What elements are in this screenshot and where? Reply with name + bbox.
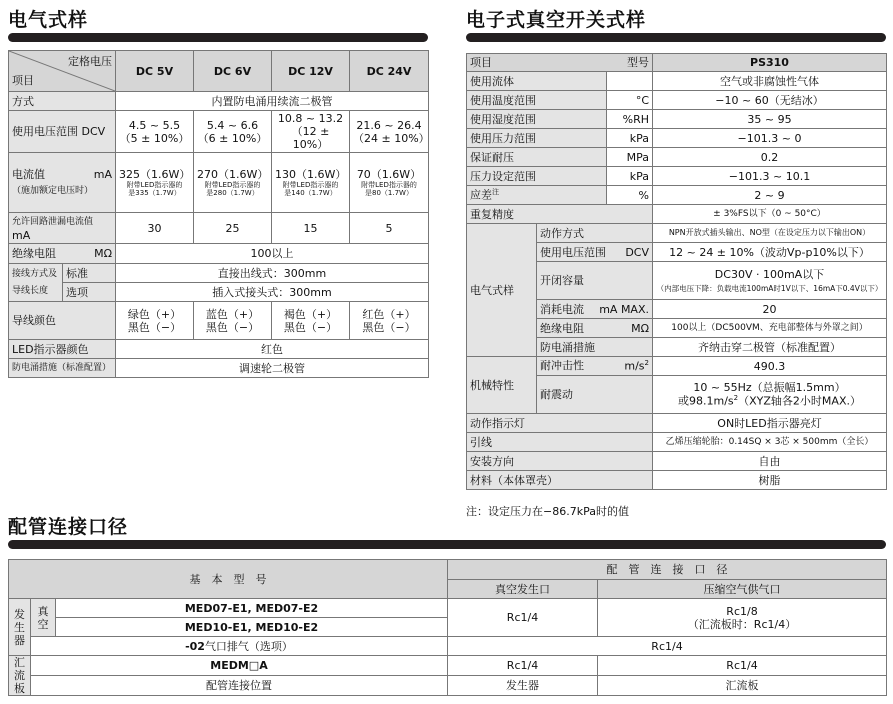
row-label-current: 电流值 mA （施加额定电压时） <box>9 153 116 213</box>
manifold-vac-value: Rc1/4 <box>448 656 598 676</box>
fluid-value: 空气或非腐蚀性气体 <box>653 72 887 91</box>
gen-vac-value: Rc1/4 <box>448 599 598 637</box>
header-corner <box>9 51 116 92</box>
unit: % <box>607 186 653 205</box>
row-label-repeatability: 重复精度 <box>467 205 653 224</box>
row-label-wire-color: 导线颜色 <box>9 302 116 340</box>
row-label-mounting: 安装方向 <box>467 452 653 471</box>
wiring-opt-value: 插入式接头式：300mm <box>116 283 429 302</box>
wire-color-cell: 褐色（+） 黑色（−） <box>272 302 350 340</box>
action-value: NPN开放式插头输出、NO型（在设定压力以下输出ON） <box>653 224 887 243</box>
led-value: 红色 <box>116 340 429 359</box>
right-title: 电子式真空开关式样 <box>466 9 647 31</box>
left-title-bar <box>8 33 428 42</box>
gen-air-value: Rc1/8 （汇流板时：Rc1/4） <box>598 599 887 637</box>
model-medm: MEDM□A <box>31 656 448 676</box>
row-label-led: LED指示器颜色 <box>9 340 116 359</box>
e-surge-value: 齐纳击穿二极管（标准配置） <box>653 338 887 357</box>
repeatability-value: ± 3%FS以下（0 ~ 50°C） <box>653 205 887 224</box>
current-cell: 325（1.6W） 附带LED指示器的 是335（1.7W） <box>116 153 194 213</box>
unit: %RH <box>607 110 653 129</box>
wire-color-cell: 蓝色（+） 黑色（−） <box>194 302 272 340</box>
col-header-dc6: DC 6V <box>194 51 272 92</box>
row-label-temperature: 使用温度范围 <box>467 91 607 110</box>
position-vac: 发生器 <box>448 676 598 696</box>
port-header: 配 管 连 接 口 径 <box>448 560 887 580</box>
corner-top-label: 定格电压 <box>68 55 112 68</box>
row-label-set-range: 压力设定范围 <box>467 167 607 186</box>
group-mechanical: 机械特性 <box>467 357 537 414</box>
hysteresis-value: 2 ~ 9 <box>653 186 887 205</box>
row-label-lead: 引线 <box>467 433 653 452</box>
port-size-table <box>8 559 887 696</box>
leak-cell: 30 <box>116 213 194 244</box>
humidity-value: 35 ~ 95 <box>653 110 887 129</box>
header-item-model: 项目 型号 <box>467 54 653 72</box>
shock-value: 490.3 <box>653 357 887 376</box>
wiring-std-label: 标准 <box>63 264 116 283</box>
unit <box>607 72 653 91</box>
set-range-value: −101.3 ~ 10.1 <box>653 167 887 186</box>
e-insulation-value: 100以上（DC500VM、充电部整体与外罩之间） <box>653 319 887 338</box>
corner-bottom-label: 项目 <box>12 74 34 87</box>
model-med07: MED07-E1, MED07-E2 <box>56 599 448 618</box>
vacuum-switch-spec-table <box>466 53 887 490</box>
row-label-method: 方式 <box>9 92 116 111</box>
row-label-action: 动作方式 <box>537 224 653 243</box>
group-vacuum: 真 空 <box>31 599 56 637</box>
model-med10: MED10-E1, MED10-E2 <box>56 618 448 637</box>
row-label-hysteresis: 应差$^注$ <box>467 186 607 205</box>
unit: MPa <box>607 148 653 167</box>
vac-port-header: 真空发生口 <box>448 580 598 599</box>
row-label-material: 材料（本体罩壳） <box>467 471 653 490</box>
group-generator: 发 生 器 <box>9 599 31 656</box>
row-label-leak: 允许回路泄漏电流值 mA <box>9 213 116 244</box>
current-cell: 130（1.6W） 附带LED指示器的 是140（1.7W） <box>272 153 350 213</box>
row-label-surge: 防电涌措施（标准配置） <box>9 359 116 378</box>
row-label-e-surge: 防电涌措施 <box>537 338 653 357</box>
row-label-e-insulation: 绝缘电阻 MΩ <box>537 319 653 338</box>
footnote: 注：设定压力在−86.7kPa时的值 <box>466 505 629 518</box>
group-electrical: 电气式样 <box>467 224 537 357</box>
method-value: 内置防电涌用续流二极管 <box>116 92 429 111</box>
proof-pressure-value: 0.2 <box>653 148 887 167</box>
wire-color-cell: 绿色（+） 黑色（−） <box>116 302 194 340</box>
position-air: 汇流板 <box>598 676 887 696</box>
temperature-value: −10 ~ 60（无结冰） <box>653 91 887 110</box>
col-header-dc5: DC 5V <box>116 51 194 92</box>
col-header-dc12: DC 12V <box>272 51 350 92</box>
row-label-indicator: 动作指示灯 <box>467 414 653 433</box>
surge-value: 调速轮二极管 <box>116 359 429 378</box>
row-label-e-voltage: 使用电压范围 DCV <box>537 243 653 262</box>
indicator-value: ON时LED指示器亮灯 <box>653 414 887 433</box>
voltage-cell: 4.5 ~ 5.5 （5 ± 10%） <box>116 111 194 153</box>
col-header-dc24: DC 24V <box>350 51 429 92</box>
right-title-bar <box>466 33 886 42</box>
basic-model-header: 基 本 型 号 <box>9 560 448 599</box>
row-label-voltage: 使用电压范围 DCV <box>9 111 116 153</box>
row-label-switch-capacity: 开闭容量 <box>537 262 653 300</box>
row-label-pressure-range: 使用压力范围 <box>467 129 607 148</box>
left-title: 电气式样 <box>8 9 89 31</box>
row-label-consumption: 消耗电流 mA MAX. <box>537 300 653 319</box>
bottom-title-bar <box>8 540 886 549</box>
current-cell: 70（1.6W） 附带LED指示器的 是80（1.7W） <box>350 153 429 213</box>
lead-value: 乙烯压缩轮胎：0.14SQ × 3芯 × 500mm（全长） <box>653 433 887 452</box>
row-label-shock: 耐冲击性 $m/s^2$ <box>537 357 653 376</box>
header-model-value: PS310 <box>653 54 887 72</box>
vibration-value: 10 ~ 55Hz（总振幅1.5mm） 或$98.1m/s^2(XYZ$轴各2小时MAX.） <box>653 376 887 414</box>
e-voltage-value: 12 ~ 24 ± 10%（波动Vp-p10%以下） <box>653 243 887 262</box>
exhaust-option: -02气口排气（选项） <box>31 637 448 656</box>
row-label-humidity: 使用湿度范围 <box>467 110 607 129</box>
voltage-cell: 10.8 ~ 13.2 （12 ± 10%） <box>272 111 350 153</box>
row-label-proof-pressure: 保证耐压 <box>467 148 607 167</box>
voltage-cell: 21.6 ~ 26.4 （24 ± 10%） <box>350 111 429 153</box>
row-label-vibration: 耐震动 <box>537 376 653 414</box>
leak-cell: 25 <box>194 213 272 244</box>
pressure-range-value: −101.3 ~ 0 <box>653 129 887 148</box>
position-label: 配管连接位置 <box>31 676 448 696</box>
leak-cell: 15 <box>272 213 350 244</box>
voltage-cell: 5.4 ~ 6.6 （6 ± 10%） <box>194 111 272 153</box>
row-label-wiring: 接线方式及 导线长度 <box>9 264 63 302</box>
unit: kPa <box>607 167 653 186</box>
wire-color-cell: 红色（+） 黑色（−） <box>350 302 429 340</box>
material-value: 树脂 <box>653 471 887 490</box>
manifold-air-value: Rc1/4 <box>598 656 887 676</box>
current-cell: 270（1.6W） 附带LED指示器的 是280（1.7W） <box>194 153 272 213</box>
consumption-value: 20 <box>653 300 887 319</box>
wiring-opt-label: 选项 <box>63 283 116 302</box>
group-manifold: 汇 流 板 <box>9 656 31 696</box>
mounting-value: 自由 <box>653 452 887 471</box>
insulation-value: 100以上 <box>116 244 429 264</box>
unit: °C <box>607 91 653 110</box>
row-label-fluid: 使用流体 <box>467 72 607 91</box>
bottom-title: 配管连接口径 <box>8 516 129 538</box>
row-label-insulation: 绝缘电阻 MΩ <box>9 244 116 264</box>
unit: kPa <box>607 129 653 148</box>
exhaust-value: Rc1/4 <box>448 637 887 656</box>
switch-capacity-value: DC30V · 100mA以下 （内部电压下降：负载电流100mA时1V以下、16mA下0.4V以下） <box>653 262 887 300</box>
air-port-header: 压缩空气供气口 <box>598 580 887 599</box>
wiring-std-value: 直接出线式：300mm <box>116 264 429 283</box>
electrical-spec-table <box>8 50 429 378</box>
leak-cell: 5 <box>350 213 429 244</box>
